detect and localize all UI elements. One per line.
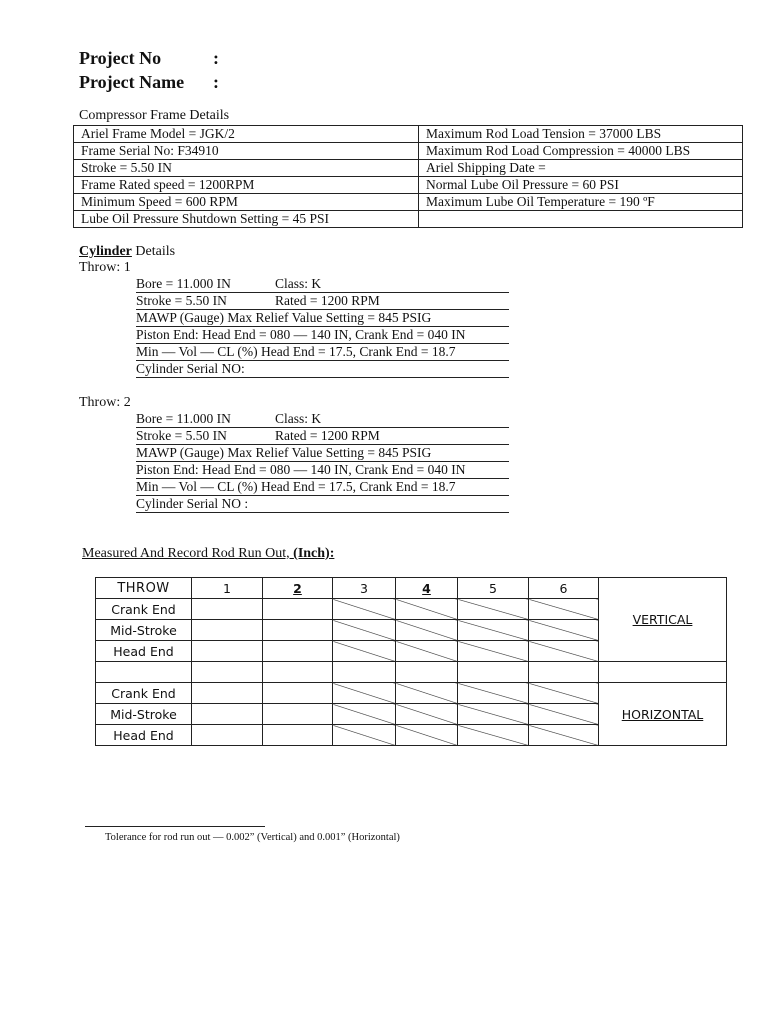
cylinder-line <box>136 309 509 327</box>
reading-cell[interactable] <box>192 704 263 725</box>
frame-cell: Ariel Shipping Date = <box>419 160 743 177</box>
throw-1-label: Throw: 1 <box>79 260 131 275</box>
hatched-cell <box>333 620 396 641</box>
reading-cell[interactable] <box>192 599 263 620</box>
cylinder-line <box>136 495 509 513</box>
hatched-cell <box>396 599 458 620</box>
row-label: Head End <box>96 641 192 662</box>
cylinder-line-value: Rated = 1200 RPM <box>275 428 380 443</box>
runout-title <box>82 546 334 562</box>
reading-cell[interactable] <box>192 620 263 641</box>
frame-cell: Lube Oil Pressure Shutdown Setting = 45 PSI <box>74 211 419 228</box>
empty-cell <box>333 662 396 683</box>
vertical-label-cell <box>599 578 727 662</box>
reading-cell[interactable] <box>263 641 333 662</box>
frame-cell: Normal Lube Oil Pressure = 60 PSI <box>419 177 743 194</box>
hatched-cell <box>396 620 458 641</box>
empty-cell <box>396 662 458 683</box>
cylinder-line-text: MAWP (Gauge) Max Relief Value Setting = 845 PSIG <box>136 310 432 325</box>
cylinder-line-text: Piston End: Head End = 080 — 140 IN, Crank End = 040 IN <box>136 462 466 477</box>
throw-col-3: 3 <box>333 578 396 599</box>
frame-cell: Maximum Rod Load Tension = 37000 LBS <box>419 126 743 143</box>
row-label: Head End <box>96 725 192 746</box>
frame-cell: Ariel Frame Model = JGK/2 <box>74 126 419 143</box>
hatched-cell <box>333 641 396 662</box>
reading-cell[interactable] <box>192 725 263 746</box>
frame-cell: Frame Serial No: F34910 <box>74 143 419 160</box>
cylinder-line <box>136 461 509 479</box>
row-label: Crank End <box>96 599 192 620</box>
hatched-cell <box>458 620 529 641</box>
table-row <box>74 177 743 194</box>
reading-cell[interactable] <box>263 683 333 704</box>
table-row <box>74 194 743 211</box>
hatched-cell <box>458 725 529 746</box>
cylinder-line-text: Piston End: Head End = 080 — 140 IN, Crank End = 040 IN <box>136 327 466 342</box>
cylinder-line-text: Cylinder Serial NO: <box>136 361 245 376</box>
frame-cell: Minimum Speed = 600 RPM <box>74 194 419 211</box>
hatched-cell <box>396 704 458 725</box>
reading-cell[interactable] <box>263 599 333 620</box>
cylinder-line <box>136 427 509 445</box>
spacer-row <box>96 662 727 683</box>
cylinder-line <box>136 410 509 428</box>
footnote-rule <box>85 826 265 827</box>
reading-cell[interactable] <box>263 620 333 641</box>
cylinder-title-rest: Details <box>131 244 176 259</box>
horizontal-label: HORIZONTAL <box>621 706 704 722</box>
throw-col-4: 4 <box>396 578 458 599</box>
frame-cell: Stroke = 5.50 IN <box>74 160 419 177</box>
project-no-colon: : <box>213 48 219 68</box>
hatched-cell <box>333 683 396 704</box>
table-row <box>74 211 743 228</box>
cylinder-line-value: Rated = 1200 RPM <box>275 293 380 308</box>
reading-cell[interactable] <box>192 683 263 704</box>
empty-cell <box>458 662 529 683</box>
hatched-cell <box>529 599 599 620</box>
hatched-cell <box>458 704 529 725</box>
hatched-cell <box>529 641 599 662</box>
throw-header: THROW <box>96 578 192 599</box>
hatched-cell <box>458 599 529 620</box>
throw-2-label: Throw: 2 <box>79 395 131 410</box>
throw-col-1: 1 <box>192 578 263 599</box>
cylinder-details-title <box>79 244 175 260</box>
reading-cell[interactable] <box>192 641 263 662</box>
hatched-cell <box>529 725 599 746</box>
project-name-colon: : <box>213 72 219 92</box>
runout-title-text: Measured And Record Rod Run Out, <box>82 546 294 561</box>
hatched-cell <box>529 704 599 725</box>
empty-cell <box>192 662 263 683</box>
frame-cell: Maximum Lube Oil Temperature = 190 ºF <box>419 194 743 211</box>
hatched-cell <box>529 683 599 704</box>
project-name-label: Project Name <box>79 72 185 92</box>
cylinder-line <box>136 478 509 496</box>
runout-header-row <box>96 578 727 599</box>
throw-col-5: 5 <box>458 578 529 599</box>
table-row <box>74 143 743 160</box>
runout-table <box>95 577 727 746</box>
cylinder-line <box>136 275 509 293</box>
table-row <box>74 126 743 143</box>
cylinder-line <box>136 360 509 378</box>
cylinder-line-value: Class: K <box>275 411 322 426</box>
cylinder-line-value: Class: K <box>275 276 322 291</box>
footnote: Tolerance for rod run out — 0.002” (Vertical) and 0.001” (Horizontal) <box>105 832 400 843</box>
throw-col-6: 6 <box>529 578 599 599</box>
cylinder-line <box>136 444 509 462</box>
frame-cell: Frame Rated speed = 1200RPM <box>74 177 419 194</box>
cylinder-line-text: MAWP (Gauge) Max Relief Value Setting = 845 PSIG <box>136 445 432 460</box>
cylinder-line <box>136 343 509 361</box>
project-no-label: Project No <box>79 48 162 68</box>
cylinder-line-text: Cylinder Serial NO : <box>136 496 249 511</box>
empty-cell <box>263 662 333 683</box>
cylinder-line-text: Stroke = 5.50 IN <box>136 428 227 443</box>
reading-cell[interactable] <box>263 704 333 725</box>
frame-details-title: Compressor Frame Details <box>79 108 230 123</box>
row-label: Crank End <box>96 683 192 704</box>
empty-cell <box>96 662 192 683</box>
hatched-cell <box>529 620 599 641</box>
runout-title-unit: (Inch): <box>293 546 335 561</box>
cylinder-line <box>136 292 509 310</box>
row-label: Mid-Stroke <box>96 620 192 641</box>
horizontal-label-cell <box>599 683 727 746</box>
hatched-cell <box>396 683 458 704</box>
hatched-cell <box>396 641 458 662</box>
throw-col-2: 2 <box>263 578 333 599</box>
vertical-label: VERTICAL <box>632 612 693 627</box>
cylinder-line-text: Min — Vol — CL (%) Head End = 17.5, Crank End = 18.7 <box>136 344 456 359</box>
hatched-cell <box>333 725 396 746</box>
frame-details-table <box>73 125 743 228</box>
cylinder-line-text: Stroke = 5.50 IN <box>136 293 227 308</box>
table-row <box>74 160 743 177</box>
empty-cell <box>529 662 599 683</box>
empty-cell <box>599 662 727 683</box>
hatched-cell <box>458 641 529 662</box>
reading-cell[interactable] <box>263 725 333 746</box>
cylinder-line-text: Bore = 11.000 IN <box>136 276 231 291</box>
hatched-cell <box>333 704 396 725</box>
hatched-cell <box>396 725 458 746</box>
frame-cell <box>419 211 743 228</box>
table-row <box>96 683 727 704</box>
cylinder-title-bold: Cylinder <box>79 244 132 259</box>
row-label: Mid-Stroke <box>96 704 192 725</box>
hatched-cell <box>333 599 396 620</box>
cylinder-line-text: Min — Vol — CL (%) Head End = 17.5, Crank End = 18.7 <box>136 479 456 494</box>
hatched-cell <box>458 683 529 704</box>
cylinder-line <box>136 326 509 344</box>
cylinder-line-text: Bore = 11.000 IN <box>136 411 231 426</box>
frame-cell: Maximum Rod Load Compression = 40000 LBS <box>419 143 743 160</box>
